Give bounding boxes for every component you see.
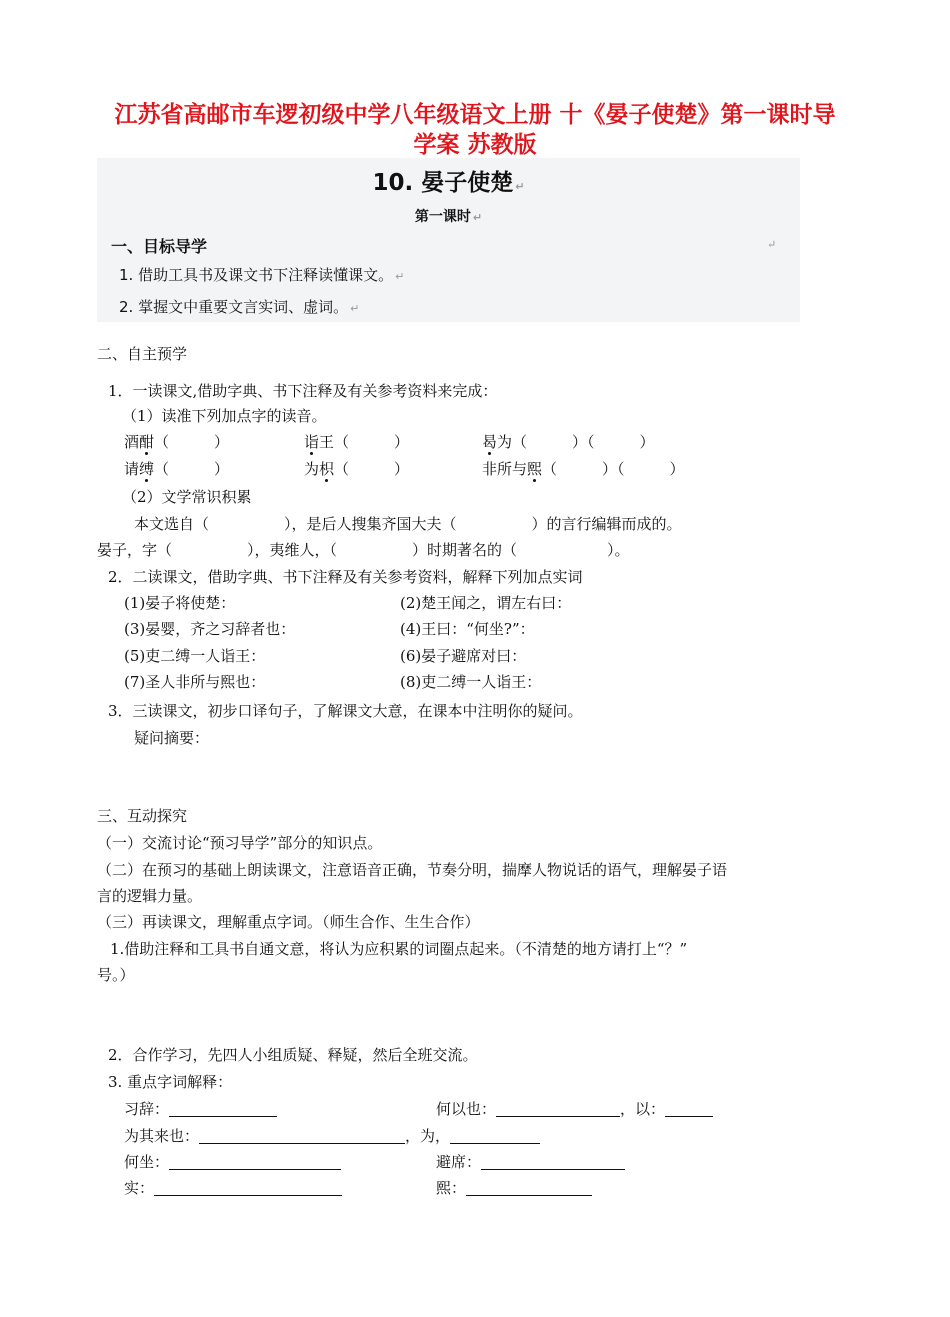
section-3-heading: 三、互动探究 bbox=[97, 807, 188, 825]
doc-title-line1: 江苏省高邮市车逻初级中学八年级语文上册 十《晏子使楚》第一课时导 bbox=[114, 102, 836, 128]
answer-blank[interactable] bbox=[496, 1100, 620, 1117]
pron-item-5: 为枳（ ） bbox=[304, 460, 410, 478]
answer-blank[interactable] bbox=[169, 1100, 277, 1117]
activity-3: （三）再读课文，理解重点字词。（师生合作、生生合作） bbox=[97, 913, 480, 931]
doc-title-line2: 学案 苏教版 bbox=[413, 132, 537, 158]
term-shi: 实： bbox=[124, 1178, 342, 1198]
pron-item-3: 曷为（ ）（ ） bbox=[482, 433, 655, 451]
lesson-title: 10. 晏子使楚 ↵ bbox=[372, 170, 525, 196]
answer-blank[interactable] bbox=[466, 1179, 592, 1196]
answer-blank[interactable] bbox=[665, 1100, 713, 1117]
lesson-period: 第一课时 ↵ bbox=[414, 209, 483, 225]
q1-1-text: （1）读准下列加点字的读音。 bbox=[122, 407, 327, 425]
goal-item-1: 1. 借助工具书及课文书下注释读懂课文。 ↵ bbox=[119, 266, 405, 284]
term-xici: 习辞： bbox=[124, 1099, 277, 1119]
answer-blank[interactable] bbox=[169, 1153, 341, 1170]
pron-item-2: 诣王（ ） bbox=[304, 433, 410, 451]
section-2-heading: 二、自主预学 bbox=[97, 345, 188, 363]
literature-line-2: 晏子，字（ ），夷维人，（ ）时期著名的（ ）。 bbox=[97, 541, 630, 559]
word-item-5: (5)吏二缚一人诣王： bbox=[124, 647, 266, 665]
answer-blank[interactable] bbox=[199, 1127, 405, 1144]
q2-text: 2．二读课文，借助字典、书下注释及有关参考资料，解释下列加点实词 bbox=[108, 568, 583, 586]
goal-item-2: 2. 掌握文中重要文言实词、虚词。 ↵ bbox=[119, 298, 360, 316]
activity-2-line-1: （二）在预习的基础上朗读课文，注意语音正确，节奏分明，揣摩人物说话的语气，理解晏子语 bbox=[97, 861, 728, 879]
term-heyiye: 何以也： ，以： bbox=[436, 1099, 713, 1119]
word-item-3: (3)晏婴，齐之习辞者也： bbox=[124, 620, 296, 638]
goal-heading: 一、目标导学 bbox=[111, 237, 208, 256]
pron-item-4: 请缚（ ） bbox=[124, 460, 230, 478]
q1-text: 1．一读课文,借助字典、书下注释及有关参考资料来完成： bbox=[108, 382, 498, 400]
activity-3-3: 3. 重点字词解释： bbox=[108, 1073, 233, 1091]
word-item-4: (4)王曰：“何坐?”： bbox=[400, 620, 535, 638]
activity-3-2: 2．合作学习，先四人小组质疑、释疑，然后全班交流。 bbox=[108, 1046, 478, 1064]
activity-3-1-line-1: 1.借助注释和工具书自通文意，将认为应积累的词圈点起来。（不清楚的地方请打上“？” bbox=[110, 940, 688, 958]
term-hezuo: 何坐： bbox=[124, 1152, 341, 1172]
term-weiqilaiye: 为其来也： ，为， bbox=[124, 1126, 540, 1146]
question-summary-label: 疑问摘要： bbox=[134, 729, 210, 747]
activity-1: （一）交流讨论“预习导学”部分的知识点。 bbox=[97, 834, 383, 852]
word-item-7: (7)圣人非所与熙也： bbox=[124, 673, 266, 691]
lesson-banner bbox=[97, 158, 800, 322]
activity-2-line-2: 言的逻辑力量。 bbox=[97, 887, 203, 905]
activity-3-1-line-2: 号。） bbox=[97, 966, 135, 984]
q1-2-text: （2）文学常识积累 bbox=[122, 488, 252, 506]
answer-blank[interactable] bbox=[450, 1127, 540, 1144]
pron-item-1: 酒酣（ ） bbox=[124, 433, 230, 451]
word-item-2: (2)楚王闻之，谓左右曰： bbox=[400, 594, 572, 612]
q3-text: 3．三读课文，初步口译句子，了解课文大意，在课本中注明你的疑问。 bbox=[108, 702, 583, 720]
answer-blank[interactable] bbox=[481, 1153, 625, 1170]
term-bixi: 避席： bbox=[436, 1152, 625, 1172]
literature-line-1: 本文选自（ ），是后人搜集齐国大夫（ ）的言行编辑而成的。 bbox=[134, 515, 682, 533]
word-item-1: (1)晏子将使楚： bbox=[124, 594, 236, 612]
answer-blank[interactable] bbox=[154, 1179, 342, 1196]
word-item-8: (8)吏二缚一人诣王： bbox=[400, 673, 542, 691]
paragraph-mark: ↵ bbox=[767, 238, 777, 251]
pron-item-6: 非所与熙（ ）（ ） bbox=[482, 460, 685, 478]
word-item-6: (6)晏子避席对曰： bbox=[400, 647, 527, 665]
term-xi: 熙： bbox=[436, 1178, 592, 1198]
